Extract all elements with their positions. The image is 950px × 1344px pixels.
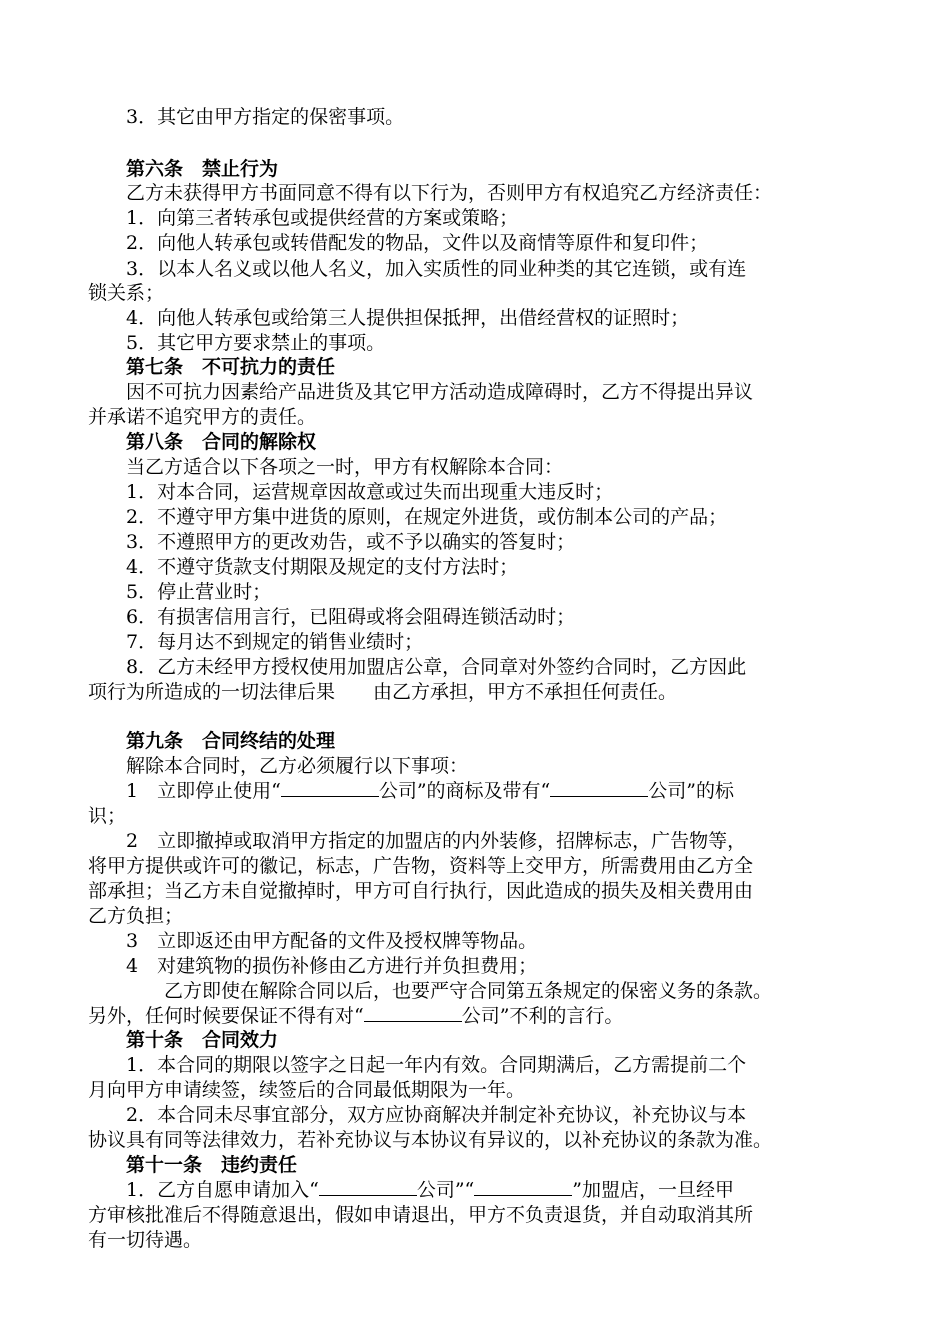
text-line: 并承诺不追究甲方的责任。 [88, 406, 317, 428]
text-line: 有一切待遇。 [88, 1229, 203, 1251]
text-line [88, 1177, 888, 1203]
text-line: 1．本合同的期限以签字之日起一年内有效。合同期满后，乙方需提前二个 [88, 1054, 747, 1076]
text-line: 4 对建筑物的损伤补修由乙方进行并负担费用； [88, 955, 538, 977]
blank-underline [550, 778, 648, 797]
text-line: 协议具有同等法律效力，若补充协议与本协议有异议的，以补充协议的条款为准。 [88, 1129, 773, 1151]
section-heading-7: 第七条 不可抗力的责任 [88, 356, 336, 378]
text-line: 乙方即使在解除合同以后，也要严守合同第五条规定的保密义务的条款。 [88, 980, 773, 1002]
section-heading-8: 第八条 合同的解除权 [88, 431, 317, 453]
text-segment: 公司”“ [416, 1179, 475, 1201]
text-line: 项行为所造成的一切法律后果 由乙方承担，甲方不承担任何责任。 [88, 681, 678, 703]
text-line: 5．停止营业时； [88, 581, 272, 603]
text-segment: 另外，任何时候要保证不得有对“ [88, 1005, 364, 1027]
text-line: 解除本合同时，乙方必须履行以下事项： [88, 755, 469, 777]
text-line: 2．不遵守甲方集中进货的原则，在规定外进货，或仿制本公司的产品； [88, 506, 728, 528]
text-line: 1．向第三者转承包或提供经营的方案或策略； [88, 207, 519, 229]
text-line: 因不可抗力因素给产品进货及其它甲方活动造成障碍时，乙方不得提出异议 [88, 381, 754, 403]
blank-underline [319, 1177, 417, 1196]
text-line [88, 778, 888, 804]
text-line: 方审核批准后不得随意退出，假如申请退出，甲方不负责退货，并自动取消其所 [88, 1204, 754, 1226]
text-line: 识； [88, 805, 127, 827]
text-line: 1．对本合同，运营规章因故意或过失而出现重大违反时； [88, 481, 614, 503]
text-line: 3．其它由甲方指定的保密事项。 [88, 106, 405, 128]
text-line: 2．本合同未尽事宜部分，双方应协商解决并制定补充协议，补充协议与本 [88, 1104, 747, 1126]
blank-underline [281, 778, 379, 797]
text-segment: 1．乙方自愿申请加入“ [88, 1179, 319, 1201]
section-heading-11: 第十一条 违约责任 [88, 1154, 298, 1176]
blank-underline [474, 1177, 572, 1196]
text-line: 8．乙方未经甲方授权使用加盟店公章，合同章对外签约合同时，乙方因此 [88, 656, 747, 678]
text-segment: 1 立即停止使用“ [88, 780, 281, 802]
text-line: 部承担；当乙方未自觉撤掉时，甲方可自行执行，因此造成的损失及相关费用由 [88, 880, 754, 902]
text-segment: 公司”不利的言行。 [461, 1005, 624, 1027]
text-line: 3 立即返还由甲方配备的文件及授权牌等物品。 [88, 930, 538, 952]
section-heading-10: 第十条 合同效力 [88, 1029, 279, 1051]
text-line: 3．不遵照甲方的更改劝告，或不予以确实的答复时； [88, 531, 576, 553]
text-segment: ”加盟店，一旦经甲 [572, 1179, 734, 1201]
text-line: 2．向他人转承包或转借配发的物品，文件以及商情等原件和复印件； [88, 232, 709, 254]
text-line: 4．向他人转承包或给第三人提供担保抵押，出借经营权的证照时； [88, 307, 690, 329]
text-line: 月向甲方申请续签，续签后的合同最低期限为一年。 [88, 1079, 526, 1101]
text-line: 3．以本人名义或以他人名义，加入实质性的同业种类的其它连锁，或有连 [88, 258, 747, 280]
text-segment: 公司”的标 [648, 780, 734, 802]
text-line: 乙方未获得甲方书面同意不得有以下行为，否则甲方有权追究乙方经济责任： [88, 182, 773, 204]
text-segment: 公司”的商标及带有“ [378, 780, 551, 802]
text-line: 2 立即撤掉或取消甲方指定的加盟店的内外装修，招牌标志，广告物等， [88, 830, 747, 852]
text-line: 5．其它甲方要求禁止的事项。 [88, 332, 386, 354]
section-heading-6: 第六条 禁止行为 [88, 158, 279, 180]
text-line: 将甲方提供或许可的徽记，标志，广告物，资料等上交甲方，所需费用由乙方全 [88, 855, 754, 877]
text-line [88, 1003, 888, 1029]
text-line: 乙方负担； [88, 905, 184, 927]
text-line: 4．不遵守货款支付期限及规定的支付方法时； [88, 556, 519, 578]
section-heading-9: 第九条 合同终结的处理 [88, 730, 336, 752]
text-line: 当乙方适合以下各项之一时，甲方有权解除本合同： [88, 456, 564, 478]
blank-underline [364, 1003, 462, 1022]
text-line: 锁关系； [88, 282, 165, 304]
text-line: 6．有损害信用言行，已阻碍或将会阻碍连锁活动时； [88, 606, 576, 628]
text-line: 7．每月达不到规定的销售业绩时； [88, 631, 424, 653]
